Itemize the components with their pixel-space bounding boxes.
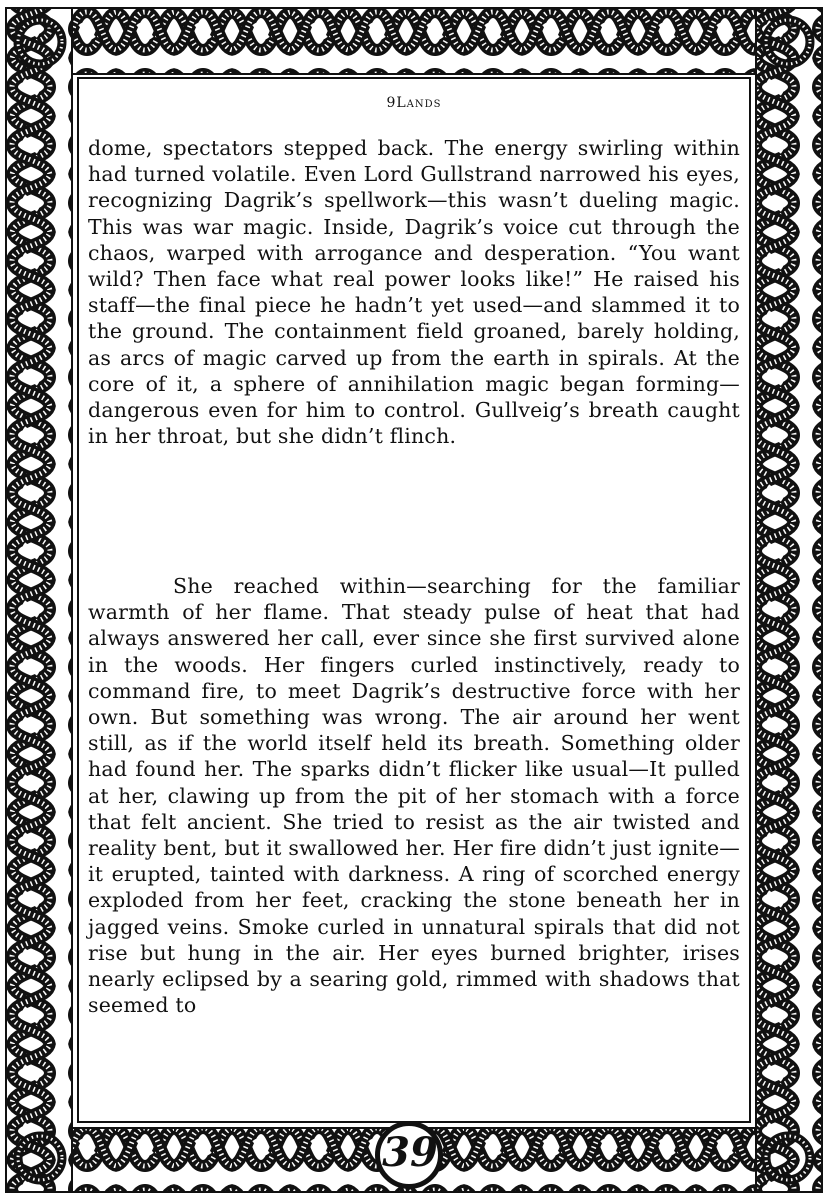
page-content [88,88,740,1112]
body-paragraph-1: dome, spectators stepped back. The energy swirling within had turned volatile. Even Lord Gullstrand narrowed his eyes, recognizing Dagrik’s spellwork—this wasn’t dueling magic. This was war magic. Inside, Dagrik’s voice cut through the chaos, warped with arrogance and desperation. “You want wild? Then face what real power looks like!” He raised his staff—the final piece he hadn’t yet used—and slammed it to the ground. The containment field groaned, barely holding, as arcs of magic carved up from the earth in spirals. At the core of it, a sphere of annihilation magic began forming—dangerous even for him to control. Gullveig’s breath caught in her throat, but she didn’t flinch. [88,136,740,449]
page-number: 39 [382,1129,438,1176]
running-head-title: 9Lands [386,95,442,111]
body-paragraph-2: She reached within—searching for the familiar warmth of her flame. That steady pulse of heat that had always answered her call, ever since she first survived alone in the woods. Her fingers curled instinctively, ready to command fire, to meet Dagrik’s destructive force with her own. But something was wrong. The air around her went still, as if the world itself held its breath. Something older had found her. The sparks didn’t flicker like usual—It pulled at her, clawing up from the pit of her stomach with a force that felt ancient. She tried to resist as the air twisted and reality bent, but it swallowed her. Her fire didn’t just ignite—it erupted, tainted with darkness. A ring of scorched energy exploded from her feet, cracking the stone beneath her in jagged veins. Smoke curled in unnatural spirals that did not rise but hung in the air. Her eyes burned brighter, irises nearly eclipsed by a searing gold, rimmed with shadows that seemed to [88,574,740,1018]
page-number-badge [368,1120,452,1192]
